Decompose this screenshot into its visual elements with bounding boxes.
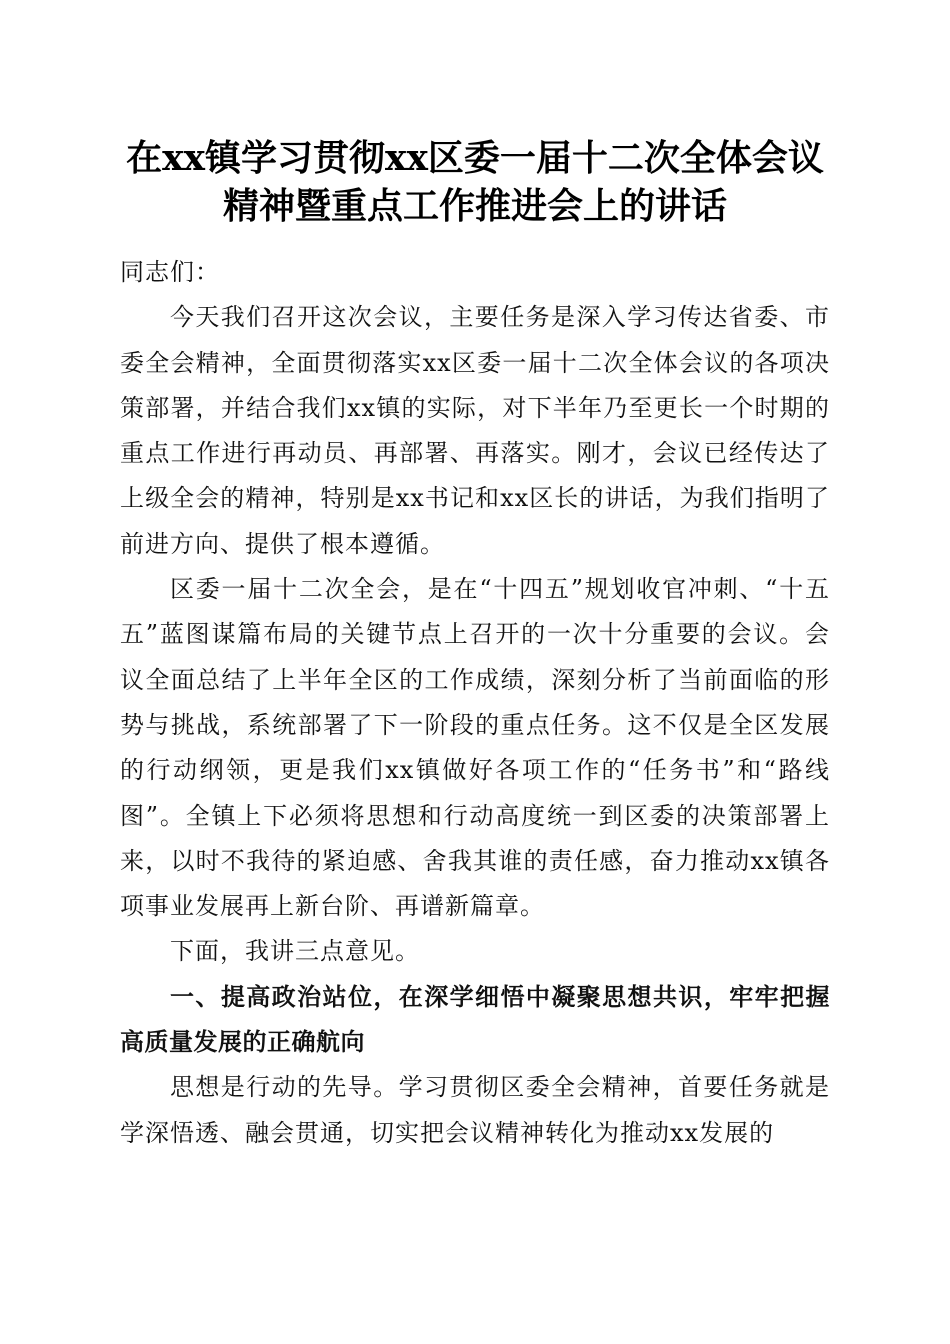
- section-1-paragraph: 思想是行动的先导。学习贯彻区委全会精神，首要任务就是学深悟透、融会贯通，切实把会议精神转化为推动xx发展的: [120, 1073, 830, 1147]
- document-body: [120, 250, 830, 1156]
- document-title: [100, 134, 850, 230]
- paragraph-plenum-significance: 区委一届十二次全会，是在“十四五”规划收官冲刺、“十五五”蓝图谋篇布局的关键节点上召开的一次十分重要的会议。会议全面总结了上半年全区的工作成绩，深刻分析了当前面临的形势与挑战，系统部署了下一阶段的重点任务。这不仅是全区发展的行动纲领，更是我们xx镇做好各项工作的“任务书”和“路线图”。全镇上下必须将思想和行动高度统一到区委的决策部署上来，以时不我待的紧迫感、舍我其谁的责任感，奋力推动xx镇各项事业发展再上新台阶、再谱新篇章。: [120, 575, 830, 921]
- title-line-2: 精神暨重点工作推进会上的讲话: [222, 185, 727, 227]
- title-line-1: 在xx镇学习贯彻xx区委一届十二次全体会议: [126, 137, 824, 179]
- section-heading-1: 一、提高政治站位，在深学细悟中凝聚思想共识，牢牢把握高质量发展的正确航向: [120, 982, 830, 1057]
- paragraph-three-points: 下面，我讲三点意见。: [170, 937, 420, 966]
- paragraph-intro: 今天我们召开这次会议，主要任务是深入学习传达省委、市委全会精神，全面贯彻落实xx区委一届十二次全体会议的各项决策部署，并结合我们xx镇的实际，对下半年乃至更长一个时期的重点工作进行再动员、再部署、再落实。刚才，会议已经传达了上级全会的精神，特别是xx书记和xx区长的讲话，为我们指明了前进方向、提供了根本遵循。: [120, 303, 830, 558]
- salutation: 同志们：: [120, 258, 220, 286]
